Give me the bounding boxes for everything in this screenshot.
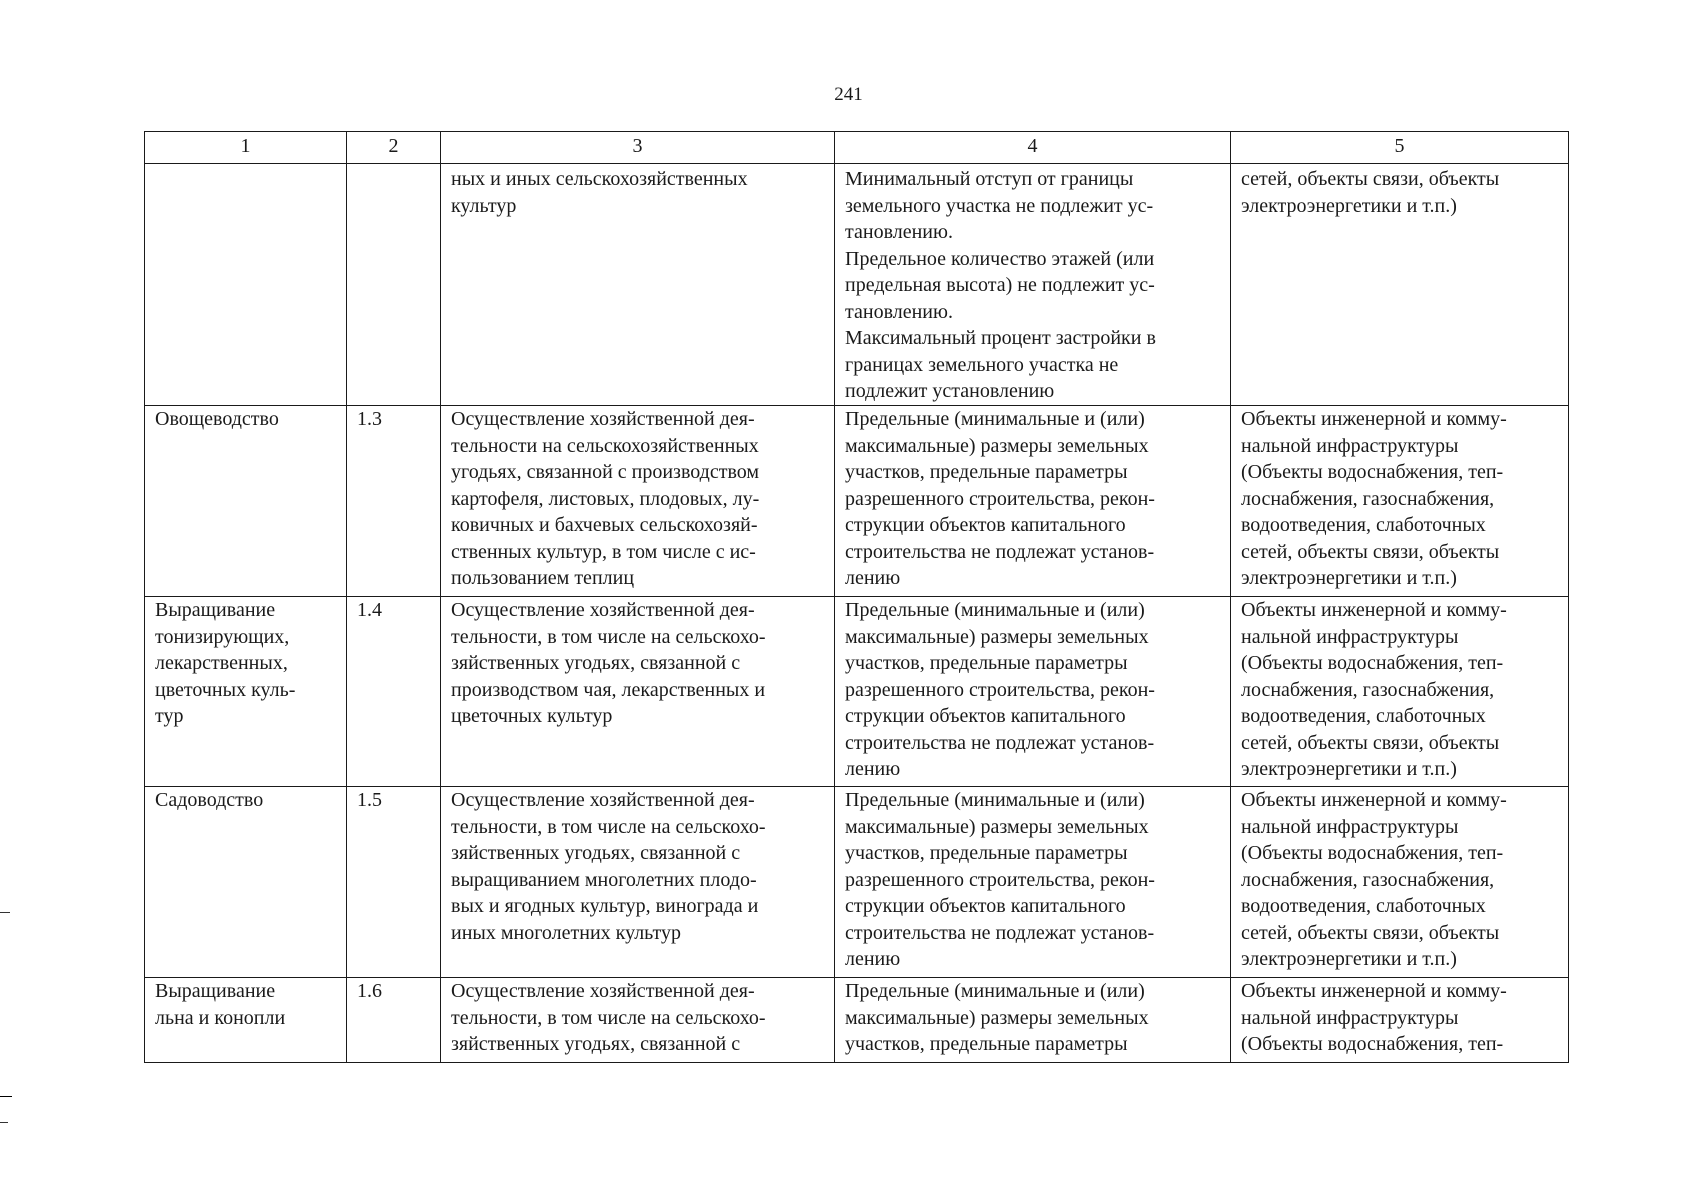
cell-text-line: зяйственных угодьях, связанной с: [451, 652, 741, 674]
cell-text-line: струкции объектов капитального: [845, 514, 1126, 536]
land-use-parameters-cell: [835, 597, 1231, 787]
cell-text-line: разрешенного строительства, рекон-: [845, 868, 1155, 891]
cell-text-line: пользованием теплиц: [451, 567, 635, 589]
cell-text-line: лоснабжения, газоснабжения,: [1241, 868, 1495, 891]
cell-text-line: цветочных культур: [451, 705, 613, 727]
cell-text-line: тельности, в том числе на сельскохо-: [451, 815, 766, 838]
cell-text-line: максимальные) размеры земельных: [845, 815, 1149, 838]
cell-text-line: нальной инфраструктуры: [1241, 625, 1459, 648]
margin-mark: [0, 1096, 12, 1097]
cell-text-line: строительства не подлежат установ-: [845, 540, 1155, 563]
land-use-code-cell: [347, 787, 441, 978]
land-use-code-cell: [347, 597, 441, 787]
cell-text-line: Минимальный отступ от границы: [845, 168, 1134, 190]
cell-text-line: сетей, объекты связи, объекты: [1241, 168, 1500, 190]
cell-text-line: лоснабжения, газоснабжения,: [1241, 487, 1495, 510]
cell-text-line: Осуществление хозяйственной дея-: [451, 789, 755, 811]
cell-text-line: участков, предельные параметры: [845, 1033, 1128, 1055]
cell-text-line: нальной инфраструктуры: [1241, 434, 1459, 457]
cell-text-line: струкции объектов капитального: [845, 705, 1126, 727]
cell-text-line: лению: [845, 758, 901, 780]
land-use-name-cell: [145, 406, 347, 597]
cell-text-line: Осуществление хозяйственной дея-: [451, 408, 755, 430]
table-row: [145, 164, 1569, 406]
land-use-parameters-cell: [835, 787, 1231, 978]
cell-text-line: участков, предельные параметры: [845, 461, 1128, 483]
cell-text-line: льна и конопли: [155, 1006, 286, 1029]
cell-text-line: производством чая, лекарственных и: [451, 678, 766, 701]
cell-text-line: Выращивание: [155, 980, 276, 1002]
land-use-description-cell: [441, 164, 835, 406]
page-number: 241: [834, 84, 863, 105]
cell-text-line: струкции объектов капитального: [845, 895, 1126, 917]
cell-text-line: иных многолетних культур: [451, 921, 682, 944]
cell-text-line: тельности на сельскохозяйственных: [451, 434, 759, 457]
cell-text-line: максимальные) размеры земельных: [845, 1006, 1149, 1029]
land-use-parameters-cell: [835, 406, 1231, 597]
cell-text-line: лению: [845, 567, 901, 589]
cell-text-line: зяйственных угодьях, связанной с: [451, 842, 741, 864]
table-row: [145, 787, 1569, 978]
cell-text-line: разрешенного строительства, рекон-: [845, 487, 1155, 510]
cell-text-line: тановлению.: [845, 300, 953, 323]
cell-text-line: предельная высота) не подлежит ус-: [845, 274, 1155, 296]
cell-text-line: водоотведения, слаботочных: [1241, 514, 1486, 536]
cell-text-line: ных и иных сельскохозяйственных: [451, 168, 748, 190]
cell-text-line: лекарственных,: [155, 652, 288, 674]
table-row: [145, 978, 1569, 1063]
cell-text-line: тановлению.: [845, 221, 953, 243]
cell-text-line: электроэнергетики и т.п.): [1241, 948, 1457, 970]
cell-text-line: зяйственных угодьях, связанной с: [451, 1033, 741, 1055]
cell-text-line: лоснабжения, газоснабжения,: [1241, 678, 1495, 701]
cell-text-line: картофеля, листовых, плодовых, лу-: [451, 487, 760, 510]
margin-mark: [0, 912, 10, 913]
cell-text-line: вых и ягодных культур, винограда и: [451, 895, 759, 917]
column-header: 1: [145, 132, 347, 164]
cell-text-line: (Объекты водоснабжения, теп-: [1241, 1033, 1504, 1055]
cell-text-line: Объекты инженерной и комму-: [1241, 980, 1507, 1002]
cell-text-line: Предельные (минимальные и (или): [845, 789, 1145, 811]
cell-text-line: тельности, в том числе на сельскохо-: [451, 1006, 766, 1029]
cell-text-line: тур: [155, 705, 184, 727]
cell-text-line: максимальные) размеры земельных: [845, 625, 1149, 648]
land-use-code-cell: [347, 164, 441, 406]
cell-text-line: Предельные (минимальные и (или): [845, 599, 1145, 621]
cell-text-line: Объекты инженерной и комму-: [1241, 599, 1507, 621]
cell-text-line: сетей, объекты связи, объекты: [1241, 921, 1500, 944]
land-use-parameters-cell: [835, 978, 1231, 1063]
cell-text-line: Осуществление хозяйственной дея-: [451, 980, 755, 1002]
cell-text-line: электроэнергетики и т.п.): [1241, 194, 1457, 217]
land-use-name-cell: [145, 787, 347, 978]
cell-text-line: (Объекты водоснабжения, теп-: [1241, 842, 1504, 864]
cell-text-line: 1.3: [357, 408, 382, 430]
column-header: 3: [441, 132, 835, 164]
land-use-name-cell: [145, 978, 347, 1063]
land-use-parameters-cell: [835, 164, 1231, 406]
cell-text-line: нальной инфраструктуры: [1241, 815, 1459, 838]
column-header: 4: [835, 132, 1231, 164]
auxiliary-uses-cell: [1231, 978, 1569, 1063]
cell-text-line: подлежит установлению: [845, 380, 1055, 402]
cell-text-line: электроэнергетики и т.п.): [1241, 758, 1457, 780]
cell-text-line: лению: [845, 948, 901, 970]
cell-text-line: водоотведения, слаботочных: [1241, 895, 1486, 917]
cell-text-line: Предельные (минимальные и (или): [845, 980, 1145, 1002]
cell-text-line: максимальные) размеры земельных: [845, 434, 1149, 457]
land-use-description-cell: [441, 978, 835, 1063]
cell-text-line: ковичных и бахчевых сельскохозяй-: [451, 514, 758, 536]
cell-text-line: цветочных куль-: [155, 678, 296, 701]
cell-text-line: строительства не подлежат установ-: [845, 921, 1155, 944]
cell-text-line: Выращивание: [155, 599, 276, 621]
cell-text-line: разрешенного строительства, рекон-: [845, 678, 1155, 701]
land-use-code-cell: [347, 978, 441, 1063]
land-use-description-cell: [441, 597, 835, 787]
cell-text-line: участков, предельные параметры: [845, 652, 1128, 674]
cell-text-line: Садоводство: [155, 789, 264, 811]
auxiliary-uses-cell: [1231, 164, 1569, 406]
land-use-table: [144, 131, 1569, 1063]
land-use-description-cell: [441, 406, 835, 597]
cell-text-line: нальной инфраструктуры: [1241, 1006, 1459, 1029]
cell-text-line: строительства не подлежат установ-: [845, 731, 1155, 754]
table-row: [145, 406, 1569, 597]
cell-text-line: 1.4: [357, 599, 382, 621]
cell-text-line: 1.6: [357, 980, 382, 1002]
cell-text-line: сетей, объекты связи, объекты: [1241, 540, 1500, 563]
cell-text-line: (Объекты водоснабжения, теп-: [1241, 461, 1504, 483]
cell-text-line: Максимальный процент застройки в: [845, 327, 1156, 349]
column-header: 5: [1231, 132, 1569, 164]
cell-text-line: ственных культур, в том числе с ис-: [451, 540, 756, 563]
cell-text-line: тельности, в том числе на сельскохо-: [451, 625, 766, 648]
auxiliary-uses-cell: [1231, 597, 1569, 787]
cell-text-line: Овощеводство: [155, 408, 279, 430]
cell-text-line: культур: [451, 194, 517, 217]
cell-text-line: сетей, объекты связи, объекты: [1241, 731, 1500, 754]
land-use-code-cell: [347, 406, 441, 597]
column-header: 2: [347, 132, 441, 164]
land-use-name-cell: [145, 597, 347, 787]
cell-text-line: Объекты инженерной и комму-: [1241, 408, 1507, 430]
table-row: [145, 597, 1569, 787]
auxiliary-uses-cell: [1231, 787, 1569, 978]
cell-text-line: границах земельного участка не: [845, 353, 1119, 376]
cell-text-line: Объекты инженерной и комму-: [1241, 789, 1507, 811]
cell-text-line: Осуществление хозяйственной дея-: [451, 599, 755, 621]
cell-text-line: 1.5: [357, 789, 382, 811]
margin-mark: [0, 1122, 8, 1123]
cell-text-line: электроэнергетики и т.п.): [1241, 567, 1457, 589]
cell-text-line: водоотведения, слаботочных: [1241, 705, 1486, 727]
cell-text-line: участков, предельные параметры: [845, 842, 1128, 864]
land-use-description-cell: [441, 787, 835, 978]
cell-text-line: (Объекты водоснабжения, теп-: [1241, 652, 1504, 674]
cell-text-line: выращиванием многолетних плодо-: [451, 868, 757, 891]
cell-text-line: угодьях, связанной с производством: [451, 461, 760, 483]
table-header-row: [145, 132, 1569, 164]
auxiliary-uses-cell: [1231, 406, 1569, 597]
cell-text-line: Предельные (минимальные и (или): [845, 408, 1145, 430]
cell-text-line: земельного участка не подлежит ус-: [845, 194, 1154, 217]
cell-text-line: Предельное количество этажей (или: [845, 247, 1155, 270]
cell-text-line: тонизирующих,: [155, 625, 290, 648]
land-use-name-cell: [145, 164, 347, 406]
